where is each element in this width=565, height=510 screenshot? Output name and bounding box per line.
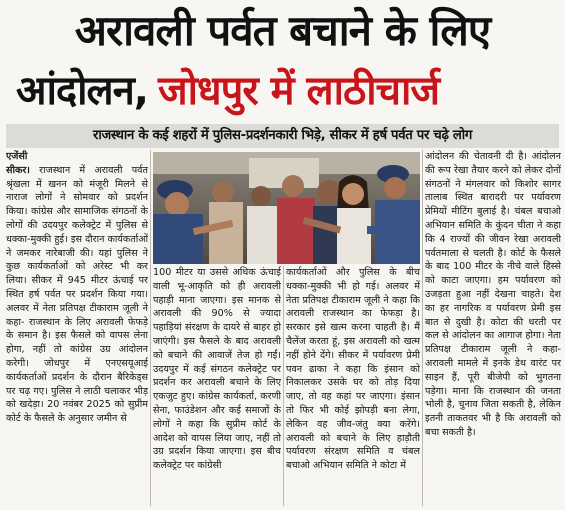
article-column-1 [6,150,148,506]
headline-line-2 [6,60,559,122]
headline-red-part: जोधपुर में लाठीचार्ज [158,68,440,114]
column-1-text: राजस्थान में अरावली पर्वत श्रृंखला में खनन को मंजूरी मिलने से नाराज लोगों ने सोमवार को प्रदर्शन किया। कांग्रेस और सामाजिक संगठनों के लोगों की उदयपुर कलेक्ट्रेट में पुलिस से धक्का-मुक्की हुई। इस दौरान कार्यकर्ताओं ने जमकर नारेबाजी की। यहां पुलिस ने कुछ कार्यकर्ताओं को अरेस्ट भी कर लिया। सीकर में 945 मीटर ऊंचाई पर स्थित हर्ष पर्वत पर प्रदर्शन किया गया। अलवर में नेता प्रतिपक्ष टीकाराम जूली ने कहा- राजस्थान के लिए अरावली फेफड़े के समान है। इस फैसले को वापस लेना होगा, नहीं तो कांग्रेस उग्र आंदोलन करेगी। जोधपुर में एनएसयूआई कार्यकर्ताओं प्रदर्शन के दौरान बैरिकेड्स पर चढ़ गए। पुलिस ने लाठी चलाकर भीड़ को खदेड़ा। 20 नवंबर 2025 को सुप्रीम कोर्ट के फैसले के अनुसार जमीन से [6,164,148,425]
column-divider [422,150,423,506]
dateline: सीकर। [6,164,30,176]
column-4-text: आंदोलन की चेतावनी दी है। आंदोलन की रूप रेखा तैयार करने को लेकर दोनों संगठनों ने मंगलवार को किशोर सागर तालाब स्थित बारादरी पर पर्यावरण प्रेमियों मीटिंग बुलाई है। चंबल बचाओ अभियान समिति के कुंदन चीता ने कहा कि 4 राज्यों की जीवन रेखा अरावली पर्वतमाला से चलती है। कोर्ट के फैसले के बाद 100 मीटर के नीचे वाले हिस्से को काटा जाएगा। हम पर्यावरण को उजड़ता हुआ नहीं देखना चाहते। देश का हर नागरिक व पर्यावरण प्रेमी इस बात से दुखी है। कोटा की धरती पर कल से आंदोलन का आगाज होगा। नेता प्रतिपक्ष टीकाराम जूली ने कहा- अरावली मामले में इनके डेथ वारंट पर साइन हैं, पूरी बीजेपी को भुगतना पड़ेगा। माना कि राजस्थान की जनता भोली है, चुनाव जिता सकती है, लेकिन इतनी ताकतवर भी है कि अरावली को बचा सकती है। [425,151,561,438]
article-column-4 [425,150,561,506]
protest-photo [153,152,420,264]
column-divider [150,150,151,506]
headline-line-1: अरावली पर्वत बचाने के लिए [74,6,491,55]
column-divider [283,266,284,506]
column-3-text: कार्यकर्ताओं और पुलिस के बीच धक्का-मुक्की भी हो गई। अलवर में नेता प्रतिपक्ष टीकाराम जूली ने कहा कि अरावली राजस्थान का फेफड़ा है। सरकार इसे खत्म करना चाहती है। मैं चैलेंज करता हूं, इस अरावली को खत्म नहीं होने देंगे। सीकर में पर्यावरण प्रेमी पवन ढाका ने कहा कि इंसान को निकालकर उसके घर को तोड़ दिया जाए, तो वह कहां पर जाएगा। इंसान तो फिर भी कोई झोपड़ी बना लेगा, लेकिन वह जीव-जंतु क्या करेंगे। अरावली को बचाने के लिए हाड़ौती पर्यावरण संरक्षण समिति व चंबल बचाओ अभियान समिति ने कोटा में [286,267,420,472]
column-2-text: 100 मीटर या उससे अधिक ऊंचाई वाली भू-आकृति को ही अरावली पहाड़ी माना जाएगा। इस मानक से अरावली की 90% से ज्यादा पहाड़ियां संरक्षण के दायरे से बाहर हो जाएंगी। इस फैसले के बाद अरावली को बचाने की आवाजें तेज हो गईं। उदयपुर में कई संगठन कलेक्ट्रेट पर प्रदर्शन कर अरावली बचाने के लिए एकजुट हुए। कांग्रेस कार्यकर्ता, करणी सेना, फाउंडेशन और कई समाजों के लोगों ने कहा कि सुप्रीम कोर्ट के आदेश को वापस लिया जाए, नहीं तो उग्र प्रदर्शन किया जाएगा। इस बीच कलेक्ट्रेट पर कांग्रेसी [153,267,281,472]
protest-photo-illustration [153,152,420,264]
article-column-3 [286,266,420,506]
article-column-2 [153,266,281,506]
subheadline: राजस्थान के कई शहरों में पुलिस-प्रदर्शनकारी भिड़े, सीकर में हर्ष पर्वत पर चढ़े लोग [6,124,559,148]
agency-credit: एजेंसी [6,151,28,162]
headline-black-part: आंदोलन, [16,68,148,114]
